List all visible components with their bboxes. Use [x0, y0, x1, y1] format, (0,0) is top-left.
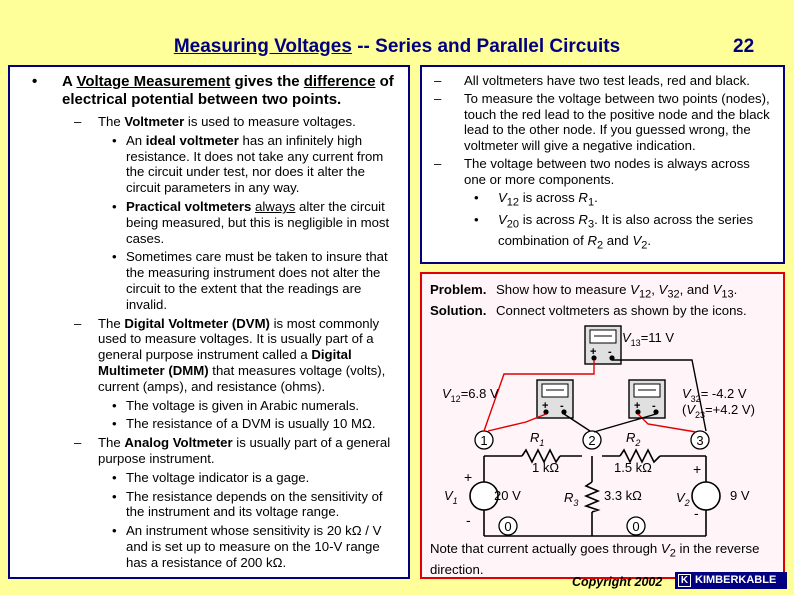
- across-item: – The voltage between two nodes is always across one or more components.: [434, 155, 750, 187]
- dvm-item: – The Digital Voltmeter (DVM) is most commonly used to measure voltages. It is usually part of a general purpose instrument called a Digital Multimeter (DMM) that measures voltage (volts), current (amps), and resistance (ohms).: [74, 315, 386, 394]
- copyright: Copyright 2002: [572, 575, 663, 589]
- problem-panel: [420, 272, 785, 579]
- v12-item: • $V_{12}$ is across $R_1$.: [474, 189, 598, 209]
- leads-item: – All voltmeters have two test leads, red and black.: [434, 73, 750, 88]
- v2-plus: +: [693, 461, 702, 477]
- voltmeter-v32-icon: [629, 380, 665, 418]
- logo-k-icon: K: [678, 574, 691, 587]
- right-top-panel: [420, 65, 785, 264]
- arabic-item: • The voltage is given in Arabic numerals.: [112, 397, 360, 413]
- v2-label: $V_2$: [676, 490, 690, 508]
- node-1-label: 1: [480, 433, 488, 448]
- node-0a-label: 0: [504, 519, 512, 534]
- voltmeter-v13-icon: [585, 326, 621, 364]
- left-panel: [8, 65, 410, 579]
- analog-item: – The Analog Voltmeter is usually part of a general purpose instrument.: [74, 435, 391, 466]
- r2-label: $R_2$: [626, 430, 641, 448]
- voltmeter-item: – The Voltmeter is used to measure voltages.: [74, 114, 356, 129]
- circuit-diagram: [422, 274, 783, 577]
- r1-value: 1 kΩ: [532, 460, 560, 475]
- v2-minus: -: [694, 505, 699, 521]
- title-prefix: Measuring Voltages: [173, 36, 352, 57]
- v12-plus: +: [542, 400, 549, 412]
- v1-minus: -: [466, 512, 471, 528]
- resist-item: • The resistance of a DVM is usually 10 MΩ.: [112, 416, 376, 432]
- care-item: • Sometimes care must be taken to insure that the measuring instrument does not alter the circuit to the extent that the readings are invalid.: [112, 249, 388, 312]
- ideal-item: • An ideal voltmeter has an infinitely high resistance. It does not take any current from the circuit under test, nor does it alter the circuit parameters in any way.: [112, 132, 384, 196]
- v20-item: • $V_{20}$ is across $R_3$. It is also across the series combination of $R_2$ and $V_2$.: [474, 212, 754, 253]
- v1-value: 20 V: [494, 488, 521, 503]
- measure-item: – To measure the voltage between two points (nodes), touch the red lead to the positive node and the black lead to the other node. If you guessed wrong, the voltmeter will give a negative indication.: [434, 90, 770, 154]
- v1-plus: +: [464, 469, 473, 485]
- r1-label: $R_1$: [530, 430, 545, 448]
- kimberkable-logo: [675, 572, 787, 589]
- practical-item: • Practical voltmeters always alter the circuit being measured, but this is negligible in most cases.: [112, 198, 390, 246]
- v32-label: $V_{32}= -4.2$ V: [682, 386, 747, 404]
- v12-minus: -: [560, 400, 564, 412]
- v13-label: $V_{13}=11$ V: [622, 330, 675, 348]
- node-2-label: 2: [588, 433, 596, 448]
- sensitivity-item: • The resistance depends on the sensitivity of the instrument and its voltage range.: [112, 488, 383, 520]
- v12-label: $V_{12}=6.8$ V: [442, 386, 499, 404]
- problem-line: Problem. Show how to measure $V_{12}$, $V_{32}$, and $V_{13}$.: [430, 282, 738, 301]
- v13-plus: +: [590, 346, 597, 358]
- logo-text: KIMBERKABLE: [695, 574, 777, 586]
- v1-label: $V_1$: [444, 488, 458, 506]
- node-0b-label: 0: [632, 519, 640, 534]
- gage-item: • The voltage indicator is a gage.: [112, 469, 310, 485]
- v2-value: 9 V: [730, 488, 750, 503]
- r3-label: $R_3$: [564, 490, 579, 508]
- title-suffix: -- Series and Parallel Circuits: [351, 36, 621, 57]
- voltmeter-v12-icon: [537, 380, 573, 418]
- r3-value: 3.3 kΩ: [604, 488, 642, 503]
- page-title: [0, 36, 794, 58]
- node-3-label: 3: [696, 433, 704, 448]
- example-item: • An instrument whose sensitivity is 20 kΩ / V and is set up to measure on the 10-V range has a resistance of 200 kΩ.: [112, 523, 382, 570]
- intro-bullet: • A Voltage Measurement gives the difference of electrical potential between two points.: [32, 73, 394, 108]
- r2-value: 1.5 kΩ: [614, 460, 652, 475]
- v32-minus: -: [652, 400, 656, 412]
- v13-minus: -: [608, 346, 612, 358]
- note-text: Note that current actually goes through $V_2$ in the reverse direction.: [430, 541, 760, 577]
- page-number: 22: [733, 36, 755, 57]
- v32-plus: +: [634, 400, 641, 412]
- solution-line: Solution. Connect voltmeters as shown by the icons.: [430, 303, 747, 318]
- v23-label: ($V_{23}=+4.2$ V): [682, 402, 755, 420]
